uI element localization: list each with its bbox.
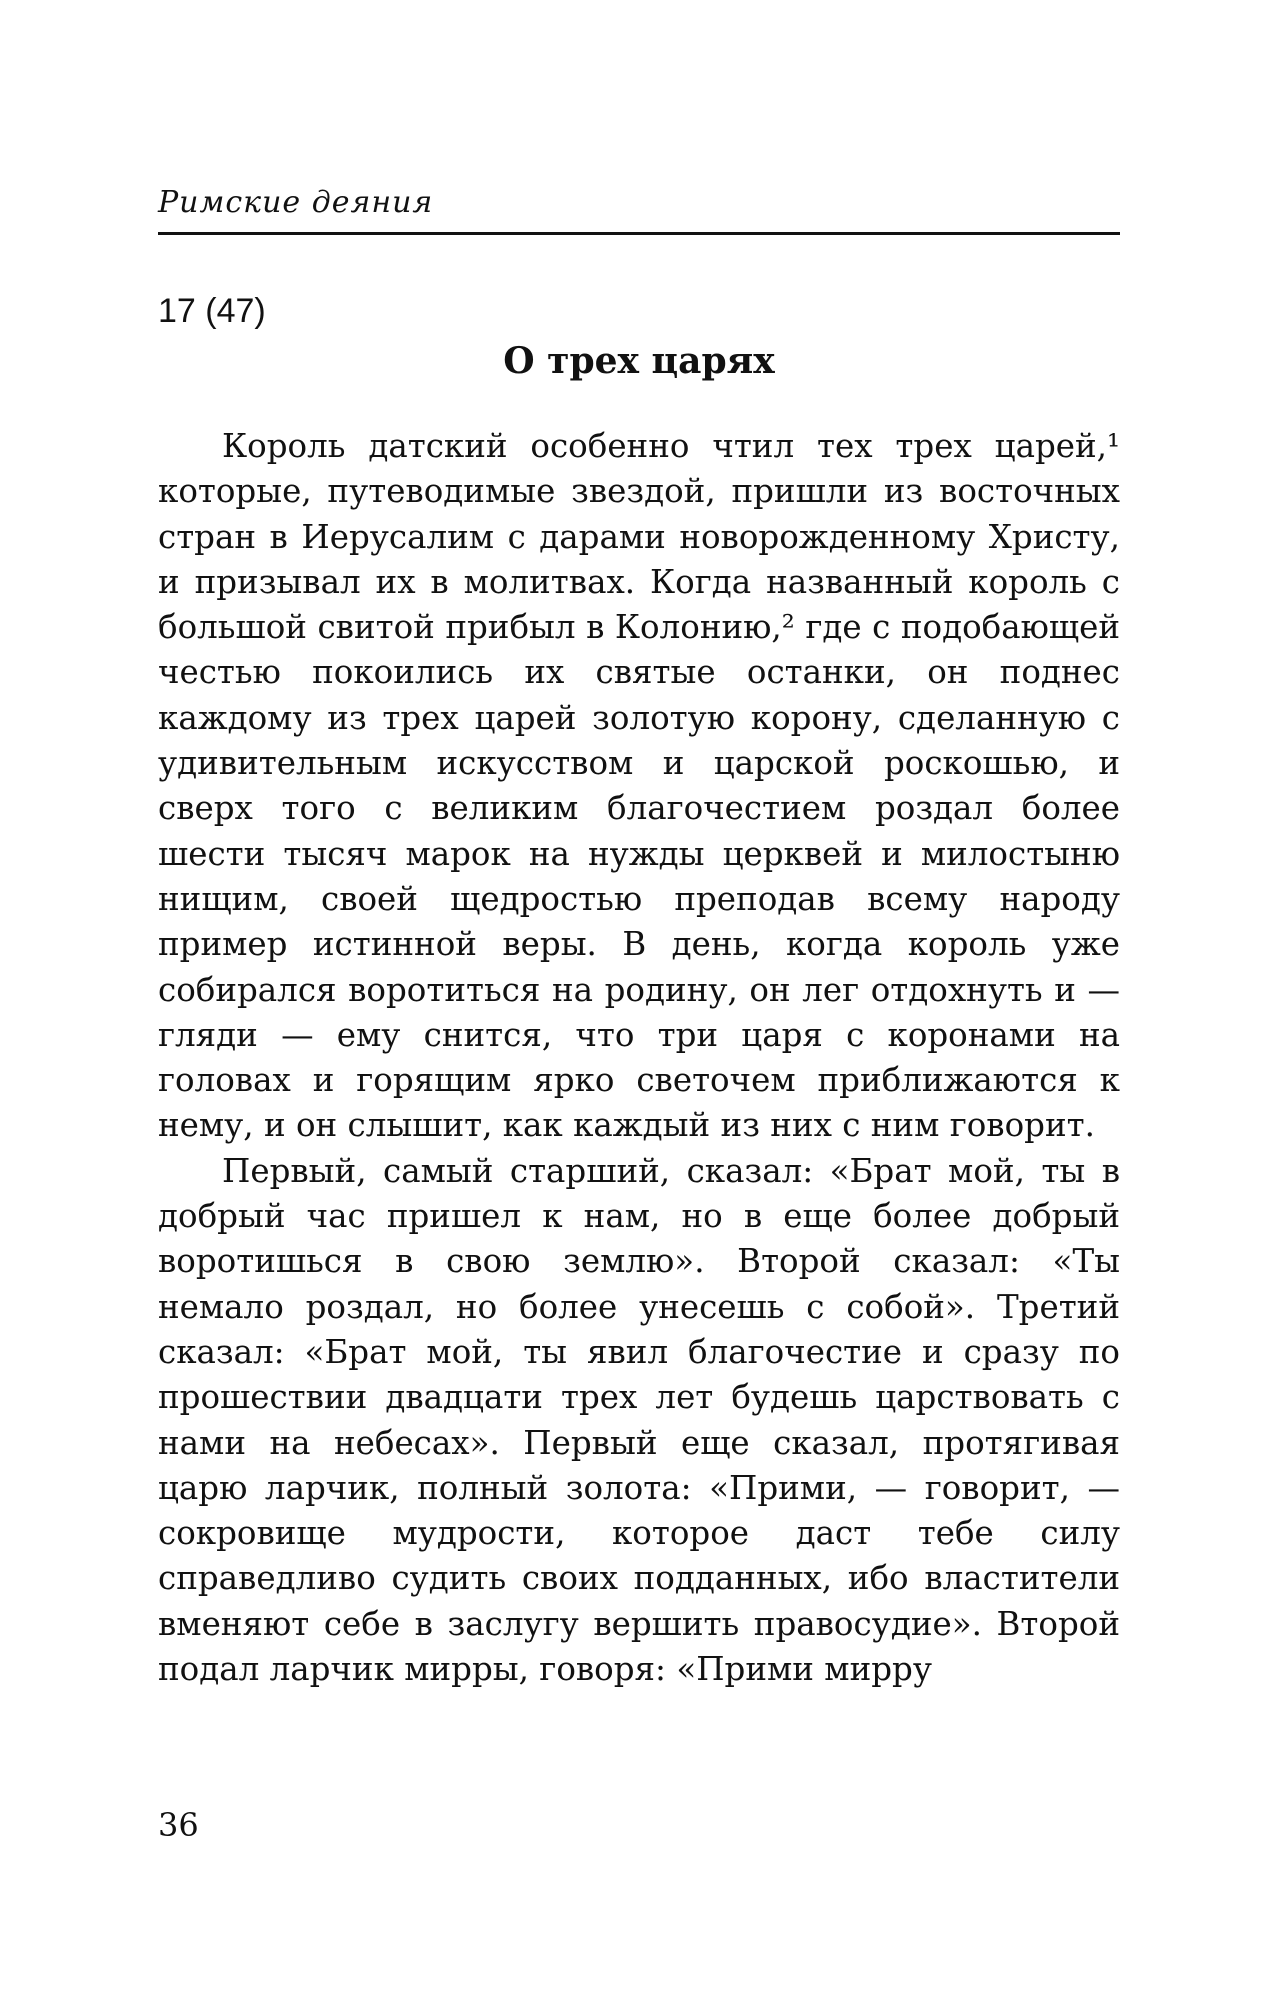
paragraph: Король датский особенно чтил тех трех царей,¹ которые, путеводимые звездой, пришли из восточных стран в Иерусалим с дарами новорожденному Христу, и призывал их в молитвах. Когда названный король с большой свитой прибыл в Колонию,² где с подобающей честью покоились их святые останки, он поднес каждому из трех царей золотую корону, сделанную с удивительным искусством и царской роскошью, и сверх того с великим благочестием роздал более шести тысяч марок на нужды церквей и милостыню нищим, своей щедростью преподав всему народу пример истинной веры. В день, когда король уже собирался воротиться на родину, он лег отдохнуть и — гляди — ему снится, что три царя с коронами на головах и горящим ярко светочем приближаются к нему, и он слышит, как каждый из них с ним говорит.: [158, 427, 1120, 1145]
paragraph: Первый, самый старший, сказал: «Брат мой, ты в добрый час пришел к нам, но в еще более добрый воротишься в свою землю». Второй сказал: «Ты немало роздал, но более унесешь с собой». Третий сказал: «Брат мой, ты явил благочестие и сразу по прошествии двадцати трех лет будешь царствовать с нами на небесах». Первый еще сказал, протягивая царю ларчик, полный золота: «Прими, — говорит, — сокровище мудрости, которое даст тебе силу справедливо судить своих подданных, ибо властители вменяют себе в заслугу вершить правосудие». Второй подал ларчик мирры, говоря: «Прими мирру: [158, 1151, 1120, 1689]
story-number: 17 (47): [158, 292, 266, 330]
story-title: О трех царях: [503, 340, 775, 382]
page-number: 36: [158, 1806, 199, 1844]
running-header: Римские деяния: [158, 185, 434, 220]
story-body: [158, 424, 1120, 1692]
header-rule: [158, 232, 1120, 235]
